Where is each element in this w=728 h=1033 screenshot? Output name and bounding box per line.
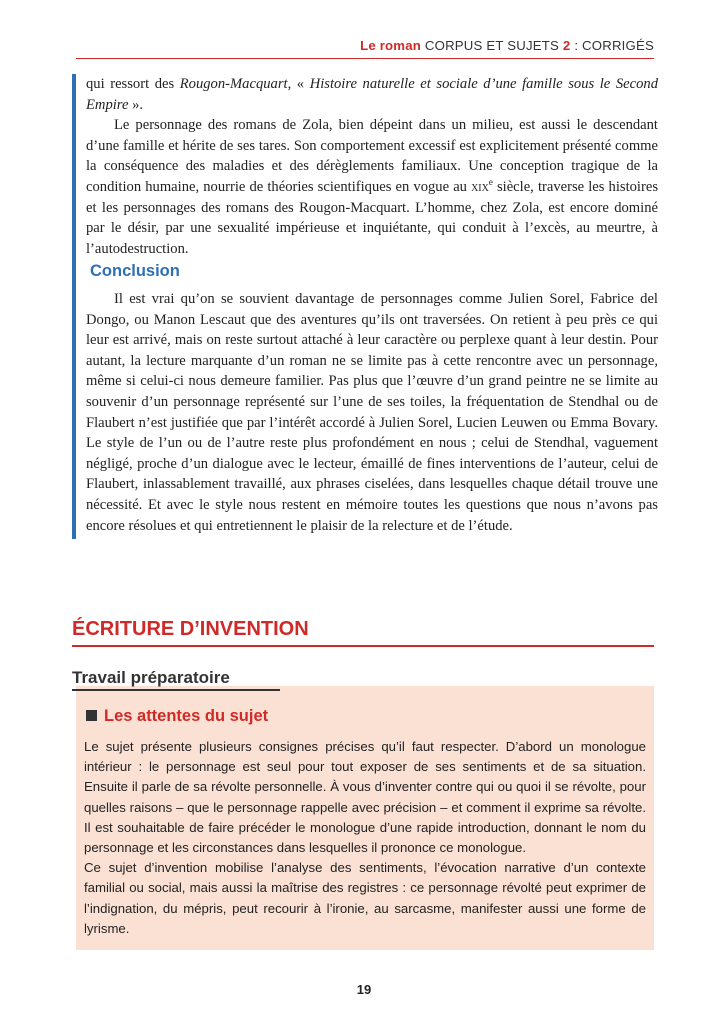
subsection-rule <box>72 689 280 691</box>
work-title: Rougon-Macquart <box>179 76 288 92</box>
subsection-heading: Travail préparatoire <box>72 668 230 687</box>
header-corriges: : CORRIGÉS <box>574 38 654 53</box>
box-paragraph-2: Ce sujet d’invention mobilise l’analyse des sentiments, l’évocation narrative d’un contexte familial ou social, mais aussi la maîtrise des registres : ce personnage révolté peut exprimer de l’indignation, du mépris, peut recourir à l’ironie, au sarcasme, manifester aussi une forme de lyrisme. <box>84 860 646 936</box>
header-book-part: Le roman <box>360 38 422 53</box>
corrige-margin-bar <box>72 74 76 539</box>
corrige-paragraph-2: Le personnage des romans de Zola, bien dépeint dans un milieu, est aussi le descendant d’une famille et hérite de ses tares. Son comportement excessif est explicitement présenté comme la conséquence des maladies et des dérèglements familiaux. Une conception tragique de la condition humaine, nourrie de théories scientifiques en vogue au xix$^e$ siècle, traverse les histoires et les personnages des romans des Rougon-Macquart. L’homme, chez Zola, est encore dominé par le désir, par une sexualité impérieuse et inquiétante, qui conduit à l’excès, au meurtre, à l’autodestruction. <box>86 117 659 257</box>
header-rule <box>76 58 654 59</box>
box-text <box>84 737 646 939</box>
running-header <box>360 38 654 53</box>
section-rule <box>72 645 654 647</box>
header-section: CORPUS ET SUJETS <box>424 38 560 53</box>
header-chapter-number: 2 <box>562 38 571 53</box>
corrige-text <box>86 74 658 259</box>
century-suffix: e <box>488 177 493 188</box>
section-heading: ÉCRITURE D’INVENTION <box>72 618 309 640</box>
box-heading <box>86 707 268 726</box>
conclusion-heading: Conclusion <box>90 262 180 280</box>
century-numeral: xix <box>471 178 489 195</box>
box-paragraph-1: Le sujet présente plusieurs consignes précises qu’il faut respecter. D’abord un monologue intérieur : le personnage est seul pour tout exposer de ses sentiments et de sa situation. Ensuite il parle de sa révolte personnelle. À vous d’inventer contre qui ou quoi il se révolte, pour quelles raisons – que le personnage rappelle avec précision – et comment il exprime sa révolte. Il est souhaitable de faire précéder le monologue d’une rapide introduction, donnant le nom du personnage et les circonstances dans lesquelles il prononce ce monologue. <box>84 739 646 856</box>
conclusion-paragraph: Il est vrai qu’on se souvient davantage de personnages comme Julien Sorel, Fabrice del Dongo, ou Manon Lescaut que des aventures qu’ils ont traversées. On retient à peu près ce qui leur est arrivé, mais on reste surtout attaché à leur caractère ou perplexe quant à leur destin. Pour autant, la lecture marquante d’un roman ne se limite pas à cette rencontre avec un personnage, même si celui-ci nous demeure familier. Pas plus que l’œuvre d’un grand peintre ne se limite au souvenir d’un personnage représenté sur l’une de ses toiles, la fréquentation de Stendhal ou de Flaubert n’est justifiée que par l’intérêt accordé à Julien Sorel, Lucien Leuwen ou Emma Bovary. Le style de l’un ou de l’autre reste plus profondément en nous ; celui de Stendhal, vaguement négligé, proche d’un dialogue avec le lecteur, émaillé de fines interventions de l’auteur, celui de Flaubert, inlassablement travaillé, aux phrases ciselées, dans lesquelles chaque détail trouve une nécessité. Et avec le style nous restent en mémoire toutes les questions que nous n’avons pas encore résolues et qui entretiennent le plaisir de la relecture et de l’étude. <box>86 291 658 534</box>
page-number: 19 <box>356 982 372 997</box>
work-subtitle: Histoire naturelle et sociale d’une famille sous le Second Empire <box>86 76 658 113</box>
square-bullet-icon <box>86 710 97 721</box>
corrige-paragraph-1: qui ressort des Rougon-Macquart, « Histoire naturelle et sociale d’une famille sous le Second Empire ». <box>86 76 658 113</box>
box-heading-label: Les attentes du sujet <box>104 707 269 725</box>
conclusion-text <box>86 289 658 536</box>
